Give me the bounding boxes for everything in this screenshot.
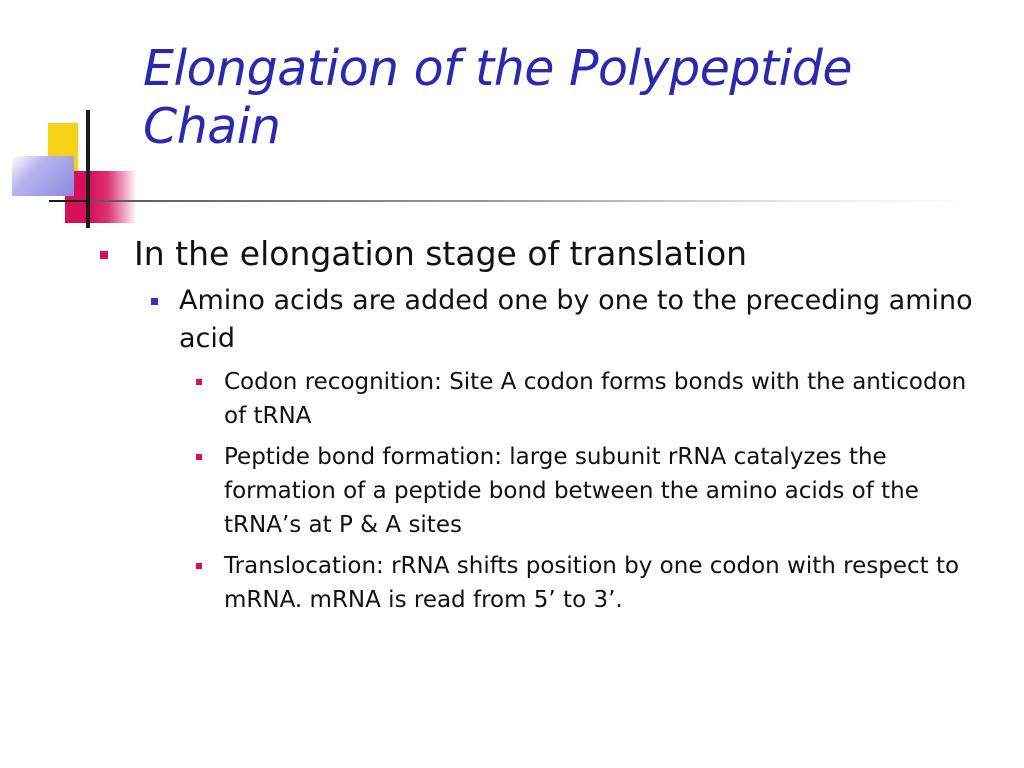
lavender-square-decoration xyxy=(12,156,74,196)
detail-bullet-text: Peptide bond formation: large subunit rRNA catalyzes the formation of a peptide bond between the amino acids of the tRNA’s at P & A sites xyxy=(224,444,919,538)
bullet-list-level-3 xyxy=(179,365,976,617)
detail-bullet-item xyxy=(179,365,976,433)
slide-body xyxy=(96,232,976,617)
decorative-corner-graphic xyxy=(0,0,150,230)
title-underline-rule xyxy=(90,200,980,202)
bullet-list-level-1 xyxy=(96,232,976,617)
square-bullet-icon xyxy=(100,251,108,259)
detail-bullet-item xyxy=(179,440,976,542)
sub-bullet-text: Amino acids are added one by one to the preceding amino acid xyxy=(179,285,973,354)
bullet-list-level-2 xyxy=(134,282,976,617)
slide-title: Elongation of the Polypeptide Chain xyxy=(143,40,853,155)
square-bullet-icon xyxy=(151,298,158,305)
detail-bullet-text: Codon recognition: Site A codon forms bonds with the anticodon of tRNA xyxy=(224,369,967,429)
square-bullet-icon xyxy=(196,454,202,460)
detail-bullet-text: Translocation: rRNA shifts position by one codon with respect to mRNA. mRNA is read from 5’ to 3’. xyxy=(224,553,960,613)
vertical-line-decoration xyxy=(86,110,90,228)
bullet-text: In the elongation stage of translation xyxy=(134,234,748,273)
sub-bullet-item xyxy=(134,282,976,617)
detail-bullet-item xyxy=(179,549,976,617)
square-bullet-icon xyxy=(196,379,202,385)
bullet-item xyxy=(96,232,976,617)
magenta-square-decoration xyxy=(65,171,137,223)
square-bullet-icon xyxy=(196,563,202,569)
